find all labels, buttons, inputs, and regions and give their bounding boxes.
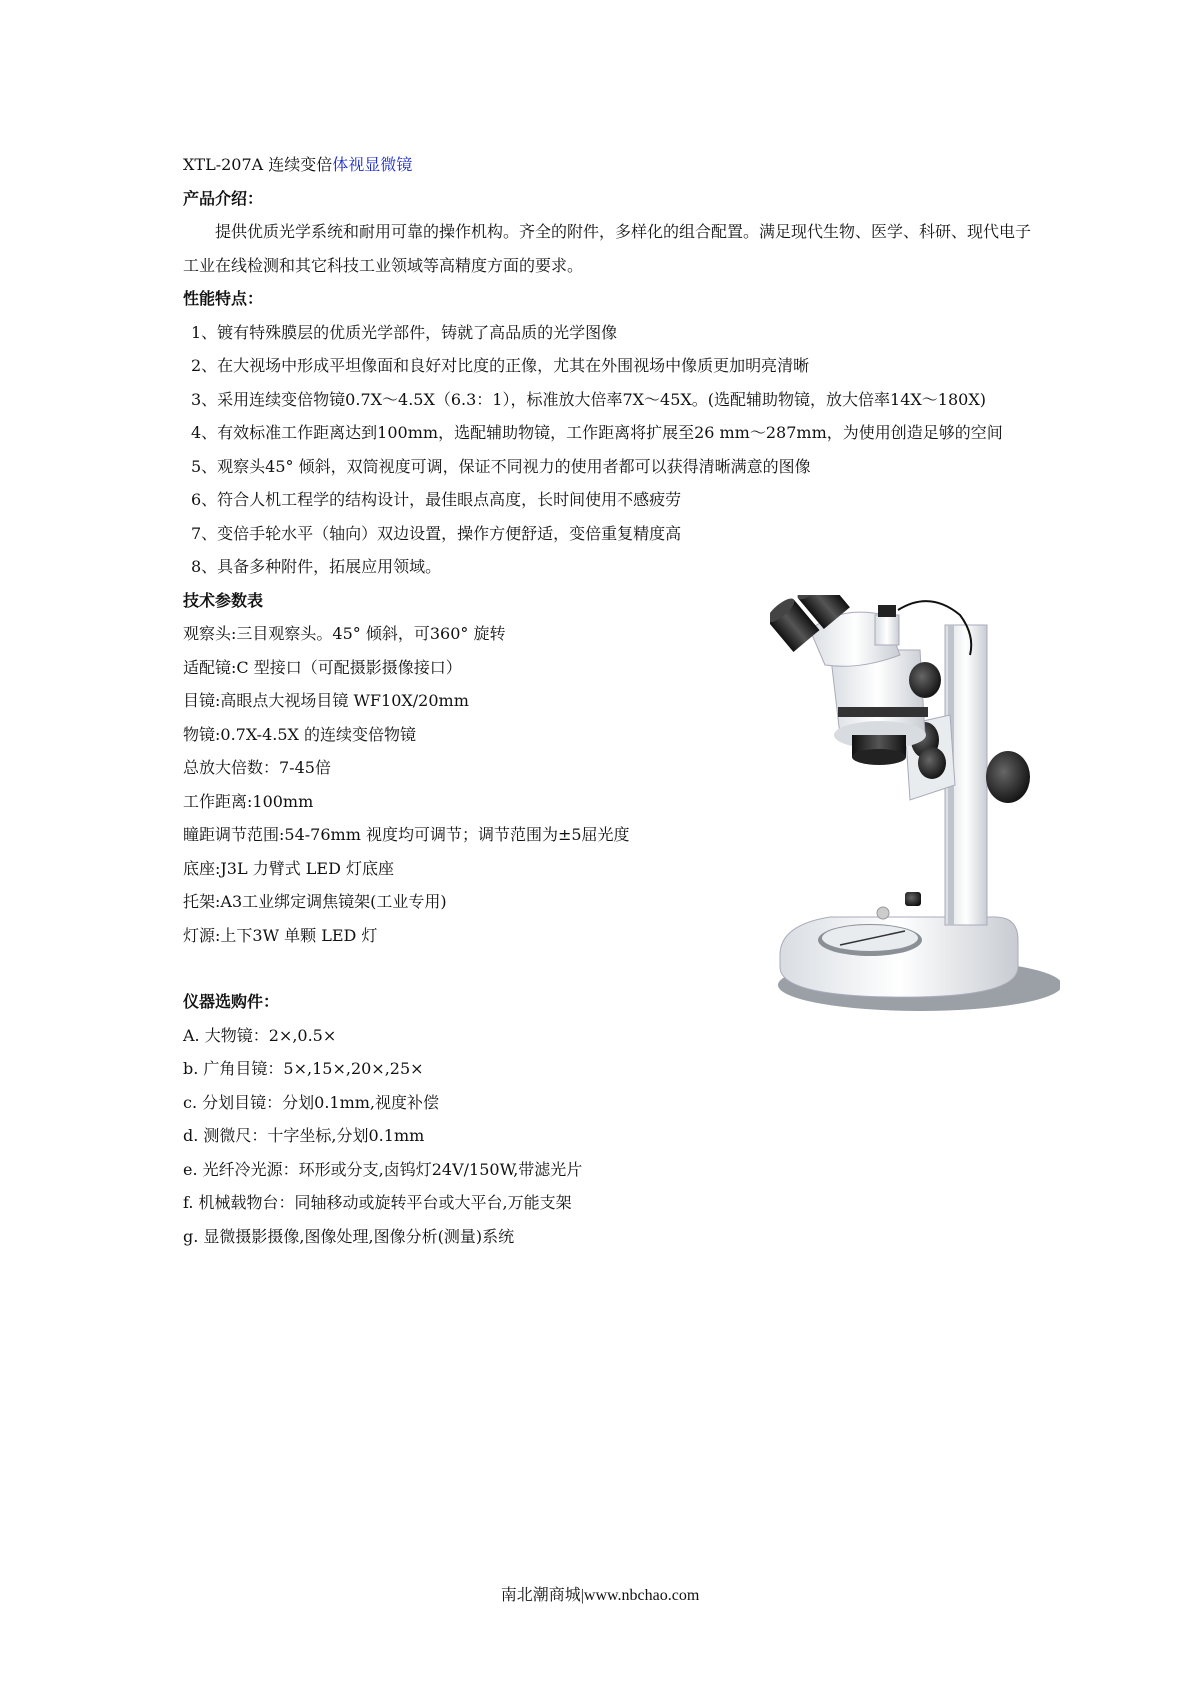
- option-item: b. 广角目镜：5×,15×,20×,25×: [183, 1059, 424, 1078]
- feature-item: 2、在大视场中形成平坦像面和良好对比度的正像，尤其在外围视场中像质更加明亮清晰: [191, 356, 810, 375]
- title-link[interactable]: 体视显微镜: [332, 155, 413, 174]
- feature-item: 8、具备多种附件，拓展应用领域。: [191, 557, 442, 576]
- spec-item: 总放大倍数：7-45倍: [183, 758, 331, 777]
- options-heading: 仪器选购件：: [183, 992, 280, 1011]
- option-item: A. 大物镜：2×,0.5×: [183, 1025, 337, 1045]
- feature-item: 3、采用连续变倍物镜0.7X～4.5X（6.3：1），标准放大倍率7X～45X。(选配辅助物镜，放大倍率14X～180X): [191, 389, 986, 409]
- spec-item: 工作距离:100mm: [183, 791, 314, 811]
- feature-item: 1、镀有特殊膜层的优质光学部件，铸就了高品质的光学图像: [191, 322, 618, 342]
- feature-item: 4、有效标准工作距离达到100mm，选配辅助物镜，工作距离将扩展至26 mm～287mm，为使用创造足够的空间: [191, 423, 1003, 442]
- option-item: g. 显微摄影摄像,图像处理,图像分析(测量)系统: [183, 1226, 515, 1246]
- intro-heading: 产品介绍：: [183, 188, 264, 208]
- spec-item: 目镜:高眼点大视场目镜 WF10X/20mm: [183, 691, 469, 710]
- spec-item: 瞳距调节范围:54-76mm 视度均可调节；调节范围为±5屈光度: [183, 825, 630, 844]
- option-item: f. 机械载物台：同轴移动或旋转平台或大平台,万能支架: [183, 1193, 572, 1212]
- spec-item: 底座:J3L 力臂式 LED 灯底座: [183, 858, 395, 878]
- title-text: XTL-207A 连续变倍: [183, 155, 333, 174]
- feature-item: 7、变倍手轮水平（轴向）双边设置，操作方便舒适，变倍重复精度高: [191, 523, 682, 543]
- microscope-image: [770, 595, 1060, 1015]
- spec-item: 托架:A3工业绑定调焦镜架(工业专用): [183, 892, 447, 911]
- spec-item: 适配镜:C 型接口（可配摄影摄像接口）: [183, 657, 462, 677]
- option-item: c. 分划目镜：分划0.1mm,视度补偿: [183, 1092, 440, 1112]
- intro-paragraph: 提供优质光学系统和耐用可靠的操作机构。齐全的附件，多样化的组合配置。满足现代生物、医学、科研、现代电子工业在线检测和其它科技工业领域等高精度方面的要求。: [183, 222, 1032, 275]
- option-item: e. 光纤冷光源：环形或分支,卤钨灯24V/150W,带滤光片: [183, 1159, 583, 1179]
- feature-item: 6、符合人机工程学的结构设计，最佳眼点高度，长时间使用不感疲劳: [191, 490, 682, 509]
- option-item: d. 测微尺：十字坐标,分划0.1mm: [183, 1126, 425, 1145]
- spec-item: 观察头:三目观察头。45° 倾斜，可360° 旋转: [183, 624, 506, 643]
- spec-item: 物镜:0.7X-4.5X 的连续变倍物镜: [183, 724, 416, 744]
- specs-heading: 技术参数表: [183, 590, 264, 610]
- feature-item: 5、观察头45° 倾斜，双筒视度可调，保证不同视力的使用者都可以获得清晰满意的图像: [191, 456, 811, 476]
- spec-item: 灯源:上下3W 单颗 LED 灯: [183, 925, 378, 945]
- footer: 南北潮商城|www.nbchao.com: [500, 1587, 700, 1604]
- page-title: [183, 148, 1033, 182]
- features-heading: 性能特点：: [183, 289, 264, 308]
